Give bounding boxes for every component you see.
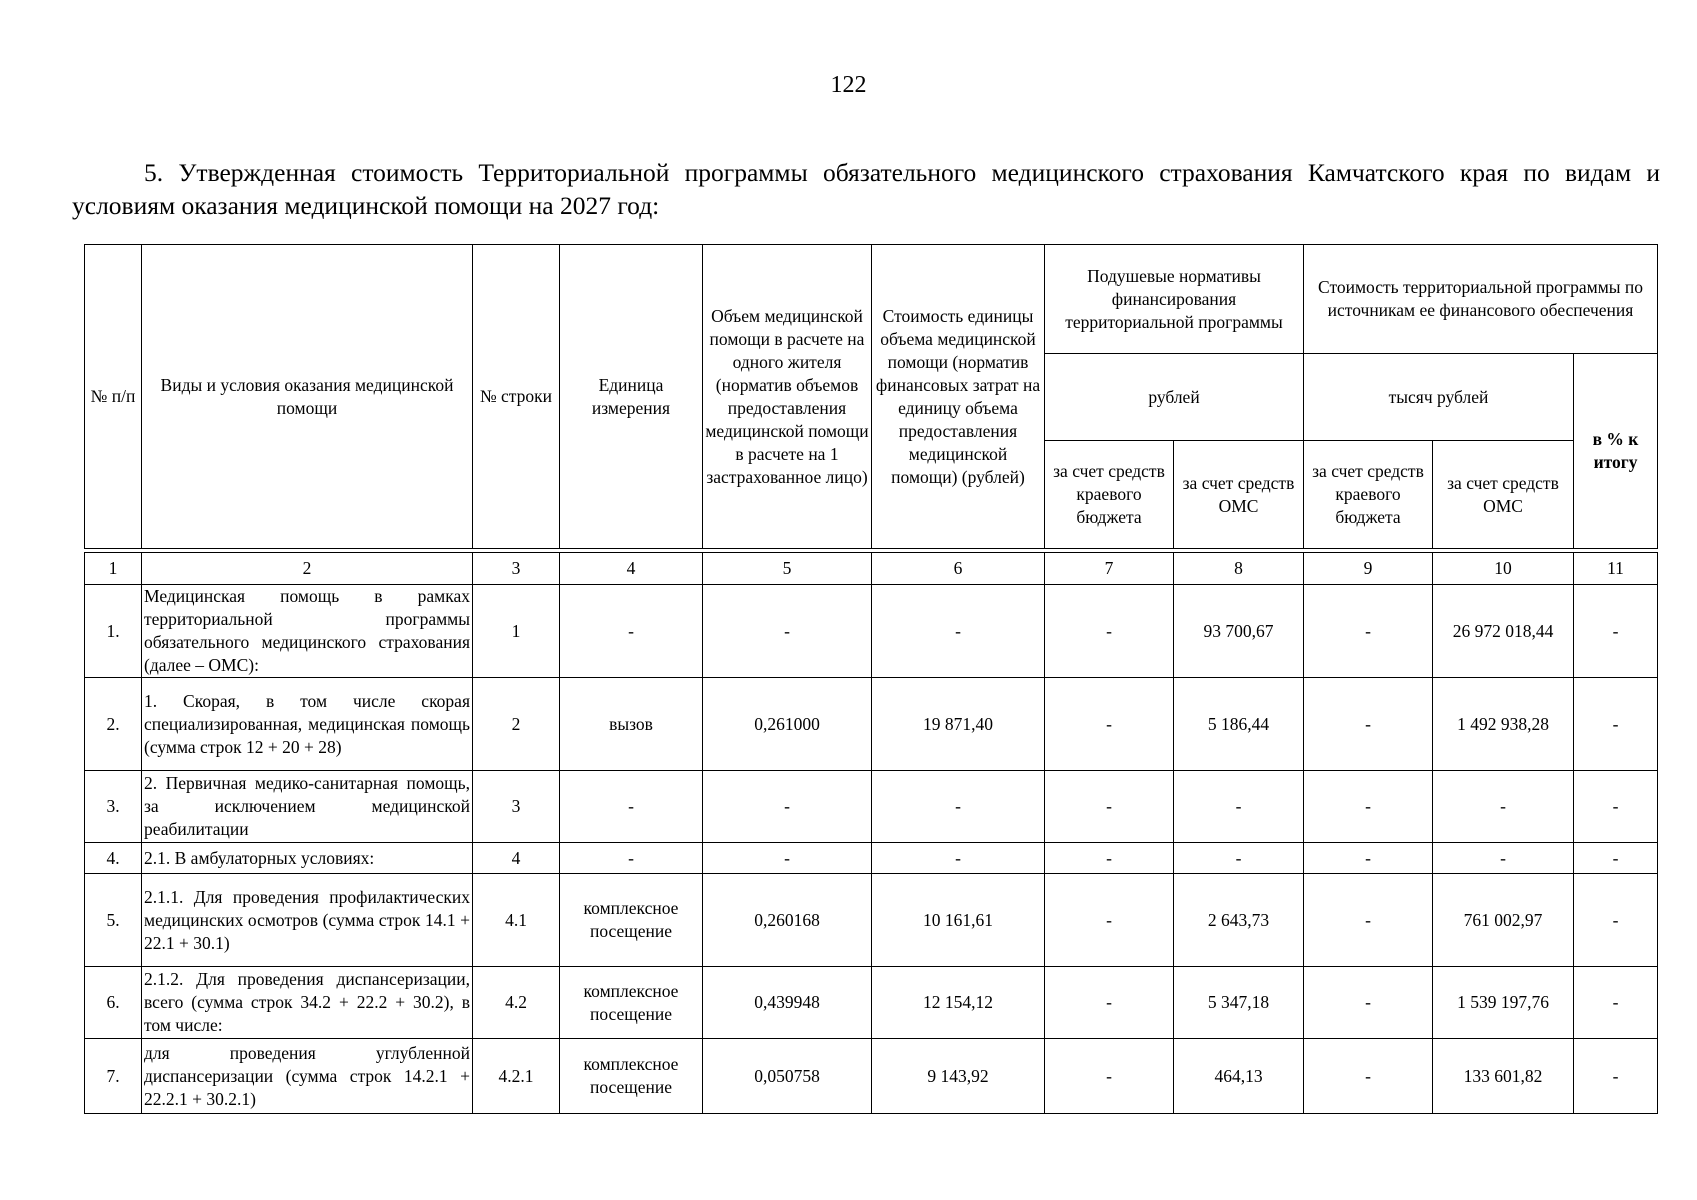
row-description: 2. Первичная медико-санитарная помощь, за исключением медицинской реабилитации — [142, 771, 473, 843]
page-number: 122 — [830, 72, 867, 98]
row-regional-total: - — [1304, 678, 1433, 771]
header-oms-funds: за счет средств ОМС — [1174, 441, 1304, 549]
row-regional: - — [1045, 874, 1174, 967]
cost-table — [84, 244, 1658, 1114]
row-num: 6. — [85, 967, 142, 1039]
column-number: 11 — [1574, 553, 1658, 585]
row-description: 2.1.2. Для проведения диспансеризации, всего (сумма строк 34.2 + 22.2 + 30.2), в том числе: — [142, 967, 473, 1039]
row-description: 2.1. В амбулаторных условиях: — [142, 843, 473, 874]
table-header — [85, 245, 1658, 549]
row-oms: 2 643,73 — [1174, 874, 1304, 967]
row-line-number: 1 — [473, 585, 560, 678]
row-volume: - — [703, 585, 872, 678]
row-percent: - — [1574, 967, 1658, 1039]
header-sub-rubles: рублей — [1045, 354, 1304, 441]
column-number: 1 — [85, 553, 142, 585]
row-regional-total: - — [1304, 771, 1433, 843]
column-number: 10 — [1433, 553, 1574, 585]
row-unit: вызов — [560, 678, 703, 771]
row-oms-total: 133 601,82 — [1433, 1039, 1574, 1114]
header-percent: в % к итогу — [1574, 354, 1658, 549]
row-line-number: 4.2 — [473, 967, 560, 1039]
section-heading: 5. Утвержденная стоимость Территориальной программы обязательного медицинского страхования Камчатского края по видам и условиям оказания медицинской помощи на 2027 год: — [72, 158, 1660, 220]
header-type: Виды и условия оказания медицинской помощи — [142, 245, 473, 549]
row-regional: - — [1045, 967, 1174, 1039]
row-unit-cost: 9 143,92 — [872, 1039, 1045, 1114]
column-number: 8 — [1174, 553, 1304, 585]
table-row — [85, 678, 1658, 771]
row-oms-total: 1 539 197,76 — [1433, 967, 1574, 1039]
column-number: 6 — [872, 553, 1045, 585]
row-regional-total: - — [1304, 843, 1433, 874]
row-unit: комплексное посещение — [560, 1039, 703, 1114]
row-oms: - — [1174, 843, 1304, 874]
table-row — [85, 771, 1658, 843]
row-num: 5. — [85, 874, 142, 967]
row-regional: - — [1045, 843, 1174, 874]
row-oms: 93 700,67 — [1174, 585, 1304, 678]
row-line-number: 2 — [473, 678, 560, 771]
column-number: 7 — [1045, 553, 1174, 585]
column-number-row — [85, 553, 1658, 585]
row-percent: - — [1574, 678, 1658, 771]
row-description: 2.1.1. Для проведения профилактических медицинских осмотров (сумма строк 14.1 + 22.1 + 30.1) — [142, 874, 473, 967]
row-regional: - — [1045, 678, 1174, 771]
row-volume: - — [703, 771, 872, 843]
cost-table-wrapper — [84, 244, 1657, 1114]
row-regional-total: - — [1304, 585, 1433, 678]
row-line-number: 4.2.1 — [473, 1039, 560, 1114]
header-row: № строки — [473, 245, 560, 549]
row-unit: - — [560, 585, 703, 678]
row-oms: 5 347,18 — [1174, 967, 1304, 1039]
table-row — [85, 874, 1658, 967]
table-row — [85, 585, 1658, 678]
row-num: 2. — [85, 678, 142, 771]
row-line-number: 4 — [473, 843, 560, 874]
header-oms-funds-2: за счет средств ОМС — [1433, 441, 1574, 549]
header-volume: Объем медицинской помощи в расчете на одного жителя (норматив объемов предоставления медицинской помощи в расчете на 1 застрахованное лицо) — [703, 245, 872, 549]
column-number: 2 — [142, 553, 473, 585]
row-unit-cost: - — [872, 843, 1045, 874]
header-regional-budget-2: за счет средств краевого бюджета — [1304, 441, 1433, 549]
row-unit: - — [560, 843, 703, 874]
row-description: для проведения углубленной диспансеризации (сумма строк 14.2.1 + 22.2.1 + 30.2.1) — [142, 1039, 473, 1114]
row-description: Медицинская помощь в рамках территориальной программы обязательного медицинского страхования (далее – ОМС): — [142, 585, 473, 678]
header-unit-cost: Стоимость единицы объема медицинской помощи (норматив финансовых затрат на единицу объема предоставления медицинской помощи) (рублей) — [872, 245, 1045, 549]
row-oms: 464,13 — [1174, 1039, 1304, 1114]
header-num: № п/п — [85, 245, 142, 549]
row-percent: - — [1574, 771, 1658, 843]
row-percent: - — [1574, 843, 1658, 874]
table-row — [85, 967, 1658, 1039]
row-oms-total: 761 002,97 — [1433, 874, 1574, 967]
row-oms-total: - — [1433, 843, 1574, 874]
row-volume: 0,260168 — [703, 874, 872, 967]
row-num: 3. — [85, 771, 142, 843]
row-num: 7. — [85, 1039, 142, 1114]
row-num: 1. — [85, 585, 142, 678]
row-description: 1. Скорая, в том числе скорая специализированная, медицинская помощь (сумма строк 12 + 20 + 28) — [142, 678, 473, 771]
header-sub-thousand-rubles: тысяч рублей — [1304, 354, 1574, 441]
row-unit-cost: 10 161,61 — [872, 874, 1045, 967]
header-group-per-capita: Подушевые нормативы финансирования территориальной программы — [1045, 245, 1304, 354]
row-regional: - — [1045, 585, 1174, 678]
table-row — [85, 843, 1658, 874]
row-unit-cost: - — [872, 771, 1045, 843]
row-unit: комплексное посещение — [560, 874, 703, 967]
row-unit: - — [560, 771, 703, 843]
row-percent: - — [1574, 585, 1658, 678]
row-oms-total: 1 492 938,28 — [1433, 678, 1574, 771]
row-unit-cost: 19 871,40 — [872, 678, 1045, 771]
row-volume: 0,261000 — [703, 678, 872, 771]
row-regional: - — [1045, 1039, 1174, 1114]
row-unit: комплексное посещение — [560, 967, 703, 1039]
row-percent: - — [1574, 874, 1658, 967]
header-regional-budget: за счет средств краевого бюджета — [1045, 441, 1174, 549]
row-unit-cost: 12 154,12 — [872, 967, 1045, 1039]
column-number: 4 — [560, 553, 703, 585]
row-oms: 5 186,44 — [1174, 678, 1304, 771]
row-unit-cost: - — [872, 585, 1045, 678]
header-group-program-cost: Стоимость территориальной программы по источникам ее финансового обеспечения — [1304, 245, 1658, 354]
row-oms-total: 26 972 018,44 — [1433, 585, 1574, 678]
row-line-number: 3 — [473, 771, 560, 843]
row-regional-total: - — [1304, 874, 1433, 967]
row-num: 4. — [85, 843, 142, 874]
header-unit: Единица измерения — [560, 245, 703, 549]
row-regional: - — [1045, 771, 1174, 843]
row-volume: 0,439948 — [703, 967, 872, 1039]
column-number: 9 — [1304, 553, 1433, 585]
table-body — [85, 549, 1658, 1114]
row-percent: - — [1574, 1039, 1658, 1114]
row-regional-total: - — [1304, 967, 1433, 1039]
row-regional-total: - — [1304, 1039, 1433, 1114]
table-row — [85, 1039, 1658, 1114]
row-line-number: 4.1 — [473, 874, 560, 967]
column-number: 5 — [703, 553, 872, 585]
column-number: 3 — [473, 553, 560, 585]
row-volume: - — [703, 843, 872, 874]
row-volume: 0,050758 — [703, 1039, 872, 1114]
row-oms: - — [1174, 771, 1304, 843]
row-oms-total: - — [1433, 771, 1574, 843]
